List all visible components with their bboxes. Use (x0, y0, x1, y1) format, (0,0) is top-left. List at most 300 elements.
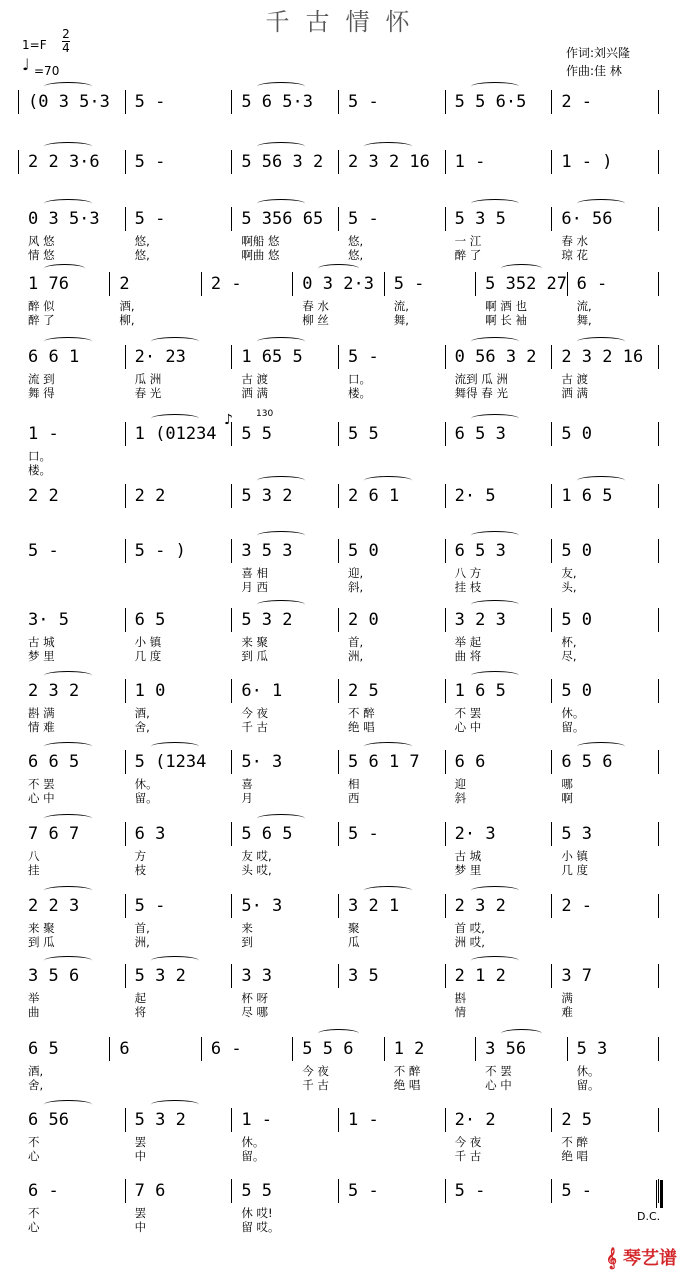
barline (109, 1037, 110, 1061)
measure-notes: 5 (1234 (134, 752, 207, 772)
barline (201, 1037, 202, 1061)
barline (18, 90, 19, 114)
barline (125, 539, 126, 563)
fermata-note-icon: ♪ (224, 412, 233, 428)
measure-notes: 0 3 5·3 (28, 209, 100, 229)
measure-notes: 5 0 (348, 541, 379, 561)
lyric-text: 首, (348, 635, 364, 649)
lyric-text: 醉 似 (28, 299, 55, 313)
slur-mark (471, 82, 519, 91)
measure-notes: 1 - (241, 1110, 273, 1130)
slur-mark (364, 886, 412, 895)
lyric-text: 罢 (134, 1206, 147, 1220)
slur-mark (257, 476, 305, 485)
measure-notes: 1 6 5 (561, 486, 613, 506)
measure-notes: 2 6 1 (348, 486, 400, 506)
tempo-mark: =70 (34, 64, 60, 78)
slur-mark (577, 742, 625, 751)
barline (567, 1037, 568, 1061)
lyric-text: 不 醉 (348, 706, 375, 720)
slur-mark (151, 1100, 199, 1109)
score-row (14, 343, 664, 400)
barline (231, 484, 232, 508)
lyric-text: 举 (28, 991, 40, 1005)
lyric-text: 杯 呀 (241, 991, 268, 1005)
slur-mark (44, 337, 92, 346)
lyricist-credit: 作词:刘兴隆 (566, 46, 631, 60)
measure-notes: 5 3 2 (134, 1110, 186, 1130)
barline (551, 539, 552, 563)
notation-line (14, 606, 664, 630)
barline (338, 345, 339, 369)
measure-notes: 5 6 5 (241, 824, 293, 844)
slur-mark (151, 956, 199, 965)
barline (475, 1037, 476, 1061)
slur-mark (44, 814, 92, 823)
lyric-text: 情 悠 (28, 248, 55, 262)
lyric-text: 今 夜 (302, 1064, 329, 1078)
measure-notes: 6 6 (454, 752, 486, 772)
measure-notes: 2 2 (28, 486, 59, 506)
measure-notes: 1 - (454, 152, 486, 172)
measure-notes: 5 - (348, 347, 379, 367)
lyrics-verse-1 (14, 1063, 664, 1077)
barline (658, 822, 659, 846)
measure-notes: 6 (119, 1039, 130, 1059)
lyric-text: 啊曲 悠 (241, 248, 280, 262)
lyric-text: 悠, (348, 248, 364, 262)
measure-notes: 2 1 2 (454, 966, 506, 986)
slur-mark (501, 1029, 542, 1038)
barline (125, 345, 126, 369)
lyric-text: 口。 (348, 372, 371, 386)
lyrics-verse-1 (14, 705, 664, 719)
lyrics-verse-1 (14, 920, 664, 934)
lyric-text: 不 (28, 1206, 40, 1220)
barline (445, 964, 446, 988)
slur-mark (44, 199, 92, 208)
score-row (14, 892, 664, 949)
lyric-text: 不 罢 (454, 706, 482, 720)
slur-mark (257, 337, 305, 346)
measure-notes: 2 2 (134, 486, 166, 506)
measure-notes: 1 6 5 (454, 681, 506, 701)
measure-notes: 5· 3 (241, 896, 283, 916)
barline (109, 272, 110, 296)
lyric-text: 迎 (454, 777, 467, 791)
lyric-text: 口。 (28, 449, 51, 463)
measure-notes: 5 - (134, 209, 166, 229)
barline (231, 90, 232, 114)
measure-notes: 3 2 3 (454, 610, 506, 630)
lyric-text: 舞 得 (28, 386, 55, 400)
lyric-text: 古 渡 (561, 372, 588, 386)
measure-notes: 5 - (393, 274, 425, 294)
measure-notes: 5 56 3 2 (241, 152, 324, 172)
lyrics-verse-1 (14, 1134, 664, 1148)
slur-mark (151, 414, 199, 423)
slur-mark (501, 264, 542, 273)
lyric-text: 休。 (561, 706, 585, 720)
score-row (14, 962, 664, 1019)
lyric-text: 曲 (28, 1005, 40, 1019)
slur-mark (44, 671, 92, 680)
notation-line (14, 420, 664, 444)
lyric-text: 不 醉 (561, 1135, 588, 1149)
barline (658, 90, 659, 114)
lyric-text: 洲 哎, (454, 935, 485, 949)
notation-line (14, 482, 664, 506)
lyric-text: 春 光 (134, 386, 162, 400)
barline (551, 422, 552, 446)
barline (125, 422, 126, 446)
lyric-text: 洒 满 (241, 386, 268, 400)
measure-notes: 2 - (561, 92, 593, 112)
lyric-text: 啊 酒 也 (485, 299, 527, 313)
lyrics-verse-2 (14, 1148, 664, 1162)
measure-notes: 5 - (348, 1181, 379, 1201)
measure-notes: 5 3 (561, 824, 593, 844)
lyric-text: 啊 长 袖 (485, 313, 527, 327)
barline (551, 207, 552, 231)
lyric-text: 情 (454, 1005, 467, 1019)
lyric-text: 柳 丝 (302, 313, 329, 327)
lyric-text: 绝 唱 (393, 1078, 421, 1092)
measure-notes: 5 - (348, 92, 379, 112)
barline (658, 150, 659, 174)
barline (445, 894, 446, 918)
barline (125, 90, 126, 114)
barline (201, 272, 202, 296)
barline (658, 894, 659, 918)
lyric-text: 心 (28, 1149, 40, 1163)
lyric-text: 酒, (119, 299, 135, 313)
barline (551, 1108, 552, 1132)
measure-notes: 2 5 (348, 681, 379, 701)
lyric-text: 悠, (348, 234, 364, 248)
qin-icon: 𝄞 (606, 1248, 617, 1269)
barline (445, 539, 446, 563)
barline (658, 272, 659, 296)
measure-notes: 2· 5 (454, 486, 496, 506)
barline (231, 150, 232, 174)
barline (551, 679, 552, 703)
measure-notes: 2 3 2 16 (561, 347, 644, 367)
lyric-text: 流 到 (28, 372, 55, 386)
measure-notes: 6 6 1 (28, 347, 80, 367)
measure-notes: (0 3 5·3 (28, 92, 110, 112)
lyric-text: 举 起 (454, 635, 482, 649)
barline (231, 207, 232, 231)
lyric-text: 枝 (134, 863, 147, 877)
measure-notes: 5 3 2 (134, 966, 186, 986)
lyrics-verse-1 (14, 565, 664, 579)
composer-credit: 作曲:佳 林 (566, 64, 622, 78)
barline (125, 750, 126, 774)
lyric-text: 头, (561, 580, 577, 594)
barline (658, 1108, 659, 1132)
lyric-text: 休。 (576, 1064, 600, 1078)
key-signature: 1=F (22, 38, 47, 52)
measure-notes: 5 0 (561, 681, 593, 701)
lyric-text: 洲, (134, 935, 150, 949)
barline (445, 345, 446, 369)
barline (551, 345, 552, 369)
lyric-text: 今 夜 (241, 706, 268, 720)
time-sig-top: 2 (62, 27, 70, 41)
lyric-text: 留。 (576, 1078, 600, 1092)
measure-notes: 5 0 (561, 610, 593, 630)
measure-notes: 5· 3 (241, 752, 283, 772)
measure-notes: 5 - (348, 824, 379, 844)
barline (338, 608, 339, 632)
measure-notes: 5 5 6 (302, 1039, 354, 1059)
score-row (14, 748, 664, 805)
barline (658, 422, 659, 446)
barline (445, 90, 446, 114)
dc-mark: D.C. (637, 1210, 661, 1223)
lyrics-verse-1 (14, 371, 664, 385)
measure-notes: 5 0 (561, 541, 593, 561)
lyric-text: 梦 里 (454, 863, 482, 877)
barline (338, 422, 339, 446)
lyric-text: 醉 了 (28, 313, 55, 327)
lyric-text: 几 度 (134, 649, 162, 663)
lyric-text: 迎, (348, 566, 364, 580)
lyric-text: 舍, (134, 720, 150, 734)
lyric-text: 哪 (561, 777, 573, 791)
lyric-text: 舍, (28, 1078, 44, 1092)
lyrics-verse-2 (14, 648, 664, 662)
lyric-text: 洒 满 (561, 386, 588, 400)
lyrics-verse-2 (14, 1004, 664, 1018)
measure-notes: 1 0 (134, 681, 166, 701)
score-row (14, 1106, 664, 1163)
measure-notes: 6 5 6 (561, 752, 613, 772)
barline (338, 679, 339, 703)
lyric-text: 杯, (561, 635, 577, 649)
barline (658, 964, 659, 988)
lyrics-verse-1 (14, 848, 664, 862)
score-row (14, 1177, 664, 1234)
measure-notes: 6 3 (134, 824, 166, 844)
measure-notes: 6 5 (28, 1039, 59, 1059)
slur-mark (44, 264, 85, 273)
measure-notes: 5 5 (241, 424, 273, 444)
measure-notes: 5 - ) (134, 541, 186, 561)
lyric-text: 楼。 (348, 386, 371, 400)
notation-line (14, 820, 664, 844)
lyric-text: 到 (241, 935, 253, 949)
barline (125, 1179, 126, 1203)
notation-line (14, 1035, 664, 1059)
lyric-text: 醉 了 (454, 248, 482, 262)
barline (551, 750, 552, 774)
measure-notes: 5 6 1 7 (348, 752, 420, 772)
barline (658, 679, 659, 703)
lyrics-verse-2 (14, 1077, 664, 1091)
lyric-text: 挂 枝 (454, 580, 482, 594)
lyric-text: 挂 (28, 863, 40, 877)
measure-notes: 5 352 27 (485, 274, 568, 294)
lyrics-verse-1 (14, 298, 664, 312)
lyric-text: 八 (28, 849, 40, 863)
lyric-text: 留。 (561, 720, 585, 734)
notation-line (14, 1106, 664, 1130)
lyrics-verse-2 (14, 247, 664, 261)
lyric-text: 梦 里 (28, 649, 55, 663)
lyric-text: 斟 (454, 991, 467, 1005)
barline (658, 207, 659, 231)
measure-notes: 1 (01234 (134, 424, 217, 444)
lyrics-verse-2 (14, 862, 664, 876)
lyric-text: 首 哎, (454, 921, 485, 935)
lyric-text: 几 度 (561, 863, 588, 877)
measure-notes: 5 0 (561, 424, 593, 444)
measure-notes: 6· 1 (241, 681, 283, 701)
lyric-text: 聚 (348, 921, 360, 935)
barline (384, 272, 385, 296)
notation-line (14, 892, 664, 916)
barline (551, 894, 552, 918)
lyric-text: 到 瓜 (241, 649, 268, 663)
slur-mark (257, 531, 305, 540)
lyric-text: 友, (561, 566, 577, 580)
lyric-text: 洲, (348, 649, 364, 663)
slur-mark (577, 476, 625, 485)
measure-notes: 6 5 (134, 610, 166, 630)
measure-notes: 5 5 (348, 424, 379, 444)
barline (445, 608, 446, 632)
barline (658, 539, 659, 563)
lyric-text: 舞, (576, 313, 592, 327)
notation-line (14, 962, 664, 986)
lyrics-verse-1 (14, 448, 664, 462)
slur-mark (471, 956, 519, 965)
lyric-text: 舞, (393, 313, 409, 327)
measure-notes: 3· 5 (28, 610, 69, 630)
lyric-text: 曲 将 (454, 649, 482, 663)
measure-notes: 1 - (28, 424, 59, 444)
lyric-text: 绝 唱 (348, 720, 375, 734)
slur-mark (471, 414, 519, 423)
barline (338, 539, 339, 563)
measure-notes: 2· 2 (454, 1110, 496, 1130)
lyric-text: 斜, (348, 580, 364, 594)
lyric-text: 瓜 (348, 935, 360, 949)
notation-line (14, 748, 664, 772)
barline (445, 150, 446, 174)
slur-mark (471, 199, 519, 208)
barline (658, 345, 659, 369)
measure-notes: 7 6 7 (28, 824, 80, 844)
barline (658, 1179, 659, 1203)
lyric-text: 不 (28, 1135, 40, 1149)
slur-mark (151, 337, 199, 346)
lyric-text: 到 瓜 (28, 935, 55, 949)
lyric-text: 喜 相 (241, 566, 268, 580)
lyric-text: 心 中 (485, 1078, 512, 1092)
lyric-text: 尽, (561, 649, 577, 663)
lyric-text: 休。 (241, 1135, 265, 1149)
barline (384, 1037, 385, 1061)
lyric-text: 风 悠 (28, 234, 55, 248)
barline (231, 964, 232, 988)
slur-mark (44, 142, 92, 151)
barline (445, 1179, 446, 1203)
lyrics-verse-1 (14, 233, 664, 247)
barline (125, 822, 126, 846)
barline (338, 1179, 339, 1203)
slur-mark (257, 814, 305, 823)
measure-notes: 5 - (348, 209, 379, 229)
lyric-text: 月 西 (241, 580, 268, 594)
measure-notes: 2 3 2 16 (348, 152, 430, 172)
lyric-text: 瓜 洲 (134, 372, 162, 386)
barline (18, 150, 19, 174)
lyric-text: 首, (134, 921, 150, 935)
slur-mark (471, 886, 519, 895)
score-row (14, 88, 664, 134)
lyric-text: 绝 唱 (561, 1149, 588, 1163)
measure-notes: 3 56 (485, 1039, 527, 1059)
slur-mark (471, 337, 519, 346)
lyric-text: 斟 满 (28, 706, 55, 720)
quarter-note-icon: ♩ (22, 55, 30, 74)
lyric-text: 悠, (134, 234, 150, 248)
lyric-text: 小 镇 (134, 635, 162, 649)
barline (338, 894, 339, 918)
slur-mark (364, 742, 412, 751)
lyrics-verse-2 (14, 934, 664, 948)
lyric-text: 留。 (241, 1149, 265, 1163)
lyric-text: 友 哎, (241, 849, 272, 863)
lyric-text: 琼 花 (561, 248, 588, 262)
lyric-text: 流到 瓜 洲 (454, 372, 508, 386)
measure-notes: 5 - (134, 152, 166, 172)
lyric-text: 不 罢 (485, 1064, 512, 1078)
measure-notes: 5 6 5·3 (241, 92, 313, 112)
notation-line (14, 148, 664, 172)
lyrics-verse-1 (14, 634, 664, 648)
slur-mark (318, 1029, 359, 1038)
measure-notes: 6 - (576, 274, 608, 294)
barline (231, 1179, 232, 1203)
slur-mark (44, 956, 92, 965)
barline (125, 608, 126, 632)
lyric-text: 来 聚 (28, 921, 55, 935)
measure-notes: 2· 3 (454, 824, 496, 844)
lyric-text: 春 水 (561, 234, 588, 248)
slur-mark (257, 82, 305, 91)
lyric-text: 起 (134, 991, 147, 1005)
barline (551, 964, 552, 988)
lyrics-verse-2 (14, 790, 664, 804)
measure-notes: 5 - (454, 1181, 486, 1201)
score-row (14, 677, 664, 734)
lyric-text: 情 难 (28, 720, 55, 734)
barline (231, 539, 232, 563)
measure-notes: 2· 23 (134, 347, 186, 367)
measure-notes: 6 5 3 (454, 541, 506, 561)
measure-notes: 6 56 (28, 1110, 69, 1130)
measure-notes: 6 - (210, 1039, 242, 1059)
lyric-text: 尽 哪 (241, 1005, 268, 1019)
slur-mark (151, 742, 199, 751)
lyric-text: 千 古 (241, 720, 268, 734)
measure-notes: 2 - (210, 274, 242, 294)
final-barline-thick (660, 1180, 663, 1208)
